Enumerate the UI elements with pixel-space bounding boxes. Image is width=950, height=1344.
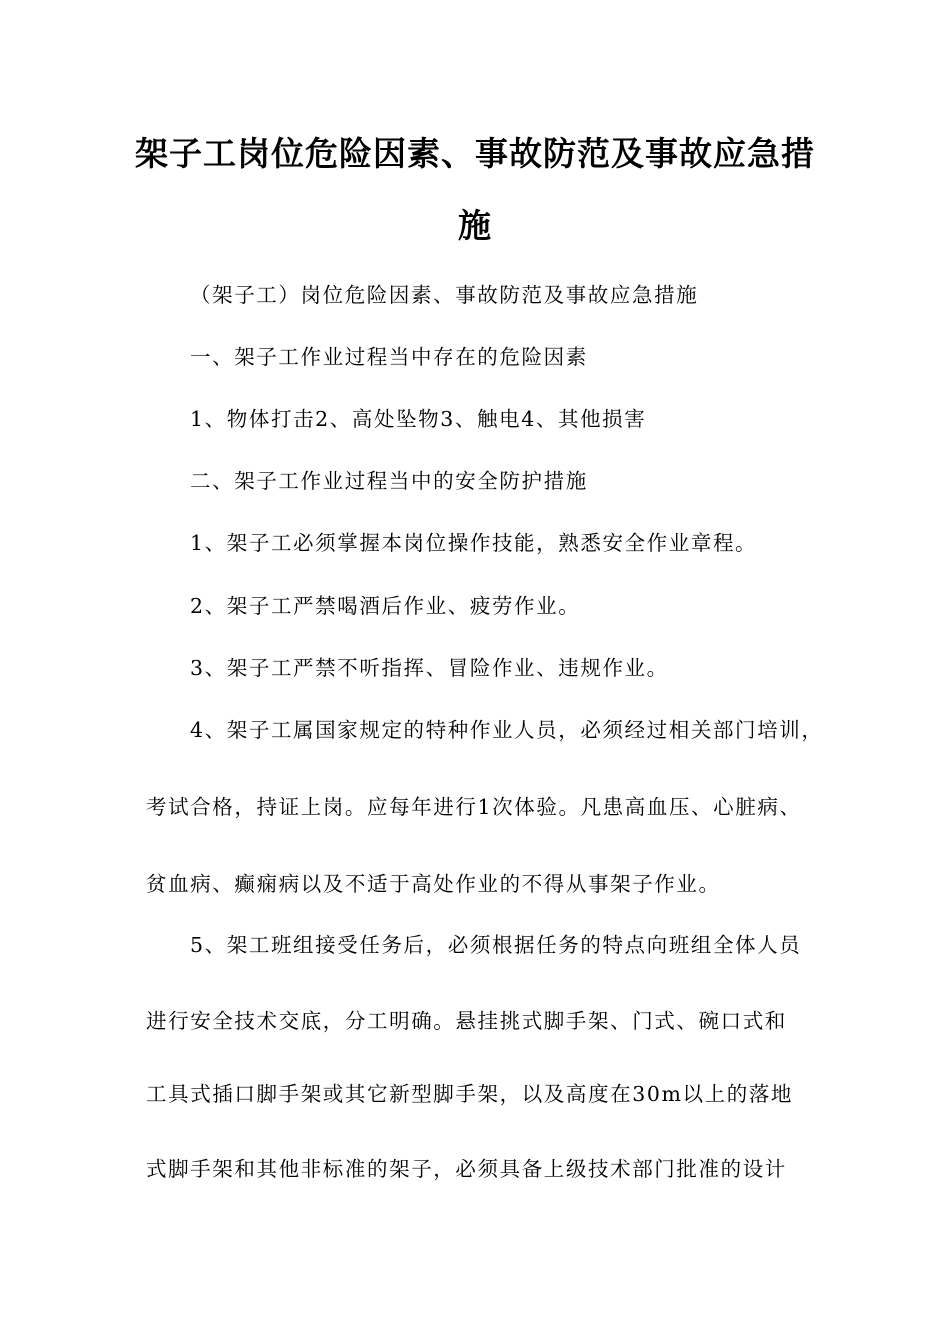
paragraph-line: 贫血病、癫痫病以及不适于高处作业的不得从事架子作业。 [146,872,721,896]
paragraph-line: 考试合格，持证上岗。应每年进行1次体验。凡患高血压、心脏病、 [146,795,802,819]
paragraph-line: 3、架子工严禁不听指挥、冒险作业、违规作业。 [190,656,669,680]
section-heading-measures: 二、架子工作业过程当中的安全防护措施 [190,469,588,493]
paragraph-line: 进行安全技术交底，分工明确。悬挂挑式脚手架、门式、碗口式和 [146,1009,787,1033]
section-heading-hazards: 一、架子工作业过程当中存在的危险因素 [190,345,588,369]
document-title-line-2: 施 [458,206,492,245]
subtitle-line: （架子工）岗位危险因素、事故防范及事故应急措施 [190,283,699,307]
document-title-line-1: 架子工岗位危险因素、事故防范及事故应急措 [135,134,815,173]
paragraph-line: 2、架子工严禁喝酒后作业、疲劳作业。 [190,594,581,618]
paragraph-line: 5、架工班组接受任务后，必须根据任务的特点向班组全体人员 [190,933,802,957]
paragraph-line: 式脚手架和其他非标准的架子，必须具备上级技术部门批准的设计 [146,1157,787,1181]
paragraph-line: 1、架子工必须掌握本岗位操作技能，熟悉安全作业章程。 [190,531,758,555]
paragraph-line: 4、架子工属国家规定的特种作业人员，必须经过相关部门培训， [190,718,824,742]
paragraph-line: 工具式插口脚手架或其它新型脚手架，以及高度在30m以上的落地 [146,1082,794,1106]
hazard-list: 1、物体打击2、高处坠物3、触电4、其他损害 [190,407,647,431]
